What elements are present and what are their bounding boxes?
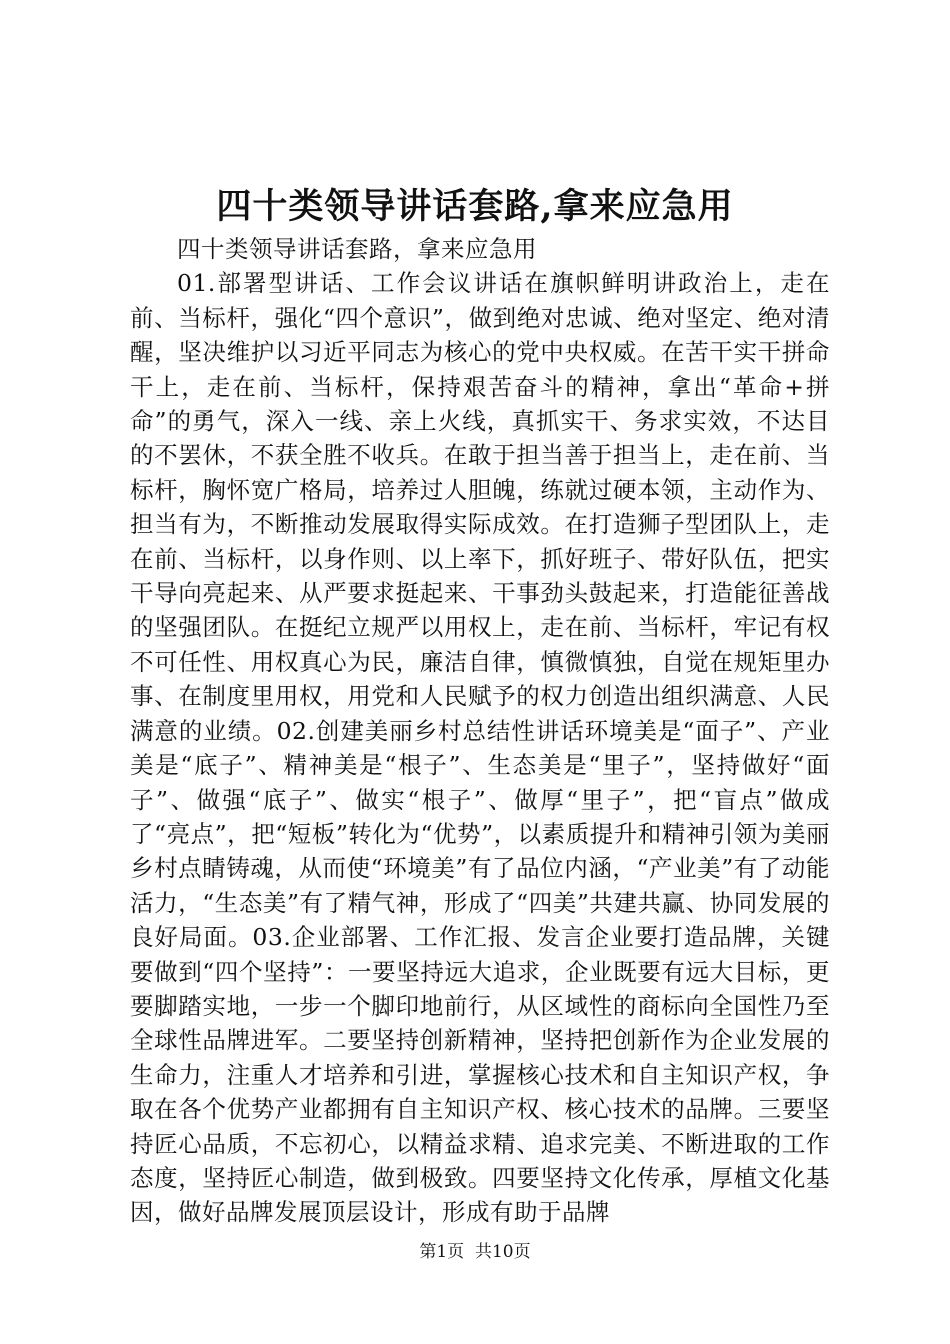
document-body bbox=[130, 232, 830, 1230]
subtitle-paragraph: 四十类领导讲话套路，拿来应急用 bbox=[177, 235, 537, 263]
page-footer bbox=[0, 1240, 950, 1264]
page-number-label: 第1页 共10页 bbox=[419, 1242, 531, 1262]
document-title: 四十类领导讲话套路,拿来应急用 bbox=[216, 186, 734, 227]
body-paragraph: 01.部署型讲话、工作会议讲话在旗帜鲜明讲政治上，走在前、当标杆，强化“四个意识”，做到绝对忠诚、绝对坚定、绝对清醒，坚决维护以习近平同志为核心的党中央权威。在苦干实干拼命干上，走在前、当标杆，保持艰苦奋斗的精神，拿出“革命+拼命”的勇气，深入一线、亲上火线，真抓实干、务求实效，不达目的不罢休，不获全胜不收兵。在敢于担当善于担当上，走在前、当标杆，胸怀宽广格局，培养过人胆魄，练就过硬本领，主动作为、担当有为，不断推动发展取得实际成效。在打造狮子型团队上，走在前、当标杆，以身作则、以上率下，抓好班子、带好队伍，把实干导向亮起来、从严要求挺起来、干事劲头鼓起来，打造能征善战的坚强团队。在挺纪立规严以用权上，走在前、当标杆，牢记有权不可任性、用权真心为民，廉洁自律，慎微慎独，自觉在规矩里办事、在制度里用权，用党和人民赋予的权力创造出组织满意、人民满意的业绩。02.创建美丽乡村总结性讲话环境美是“面子”、产业美是“底子”、精神美是“根子”、生态美是“里子”，坚持做好“面子”、做强“底子”、做实“根子”、做厚“里子”，把“盲点”做成了“亮点”，把“短板”转化为“优势”，以素质提升和精神引领为美丽乡村点睛铸魂，从而使“环境美”有了品位内涵，“产业美”有了动能活力，“生态美”有了精气神，形成了“四美”共建共赢、协同发展的良好局面。03.企业部署、工作汇报、发言企业要打造品牌，关键要做到“四个坚持”：一要坚持远大追求，企业既要有远大目标，更要脚踏实地，一步一个脚印地前行，从区域性的商标向全国性乃至全球性品牌进军。二要坚持创新精神，坚持把创新作为企业发展的生命力，注重人才培养和引进，掌握核心技术和自主知识产权，争取在各个优势产业都拥有自主知识产权、核心技术的品牌。三要坚持匠心品质，不忘初心，以精益求精、追求完美、不断进取的工作态度，坚持匠心制造，做到极致。四要坚持文化传承，厚植文化基因，做好品牌发展顶层设计，形成有助于品牌 bbox=[130, 269, 830, 1227]
